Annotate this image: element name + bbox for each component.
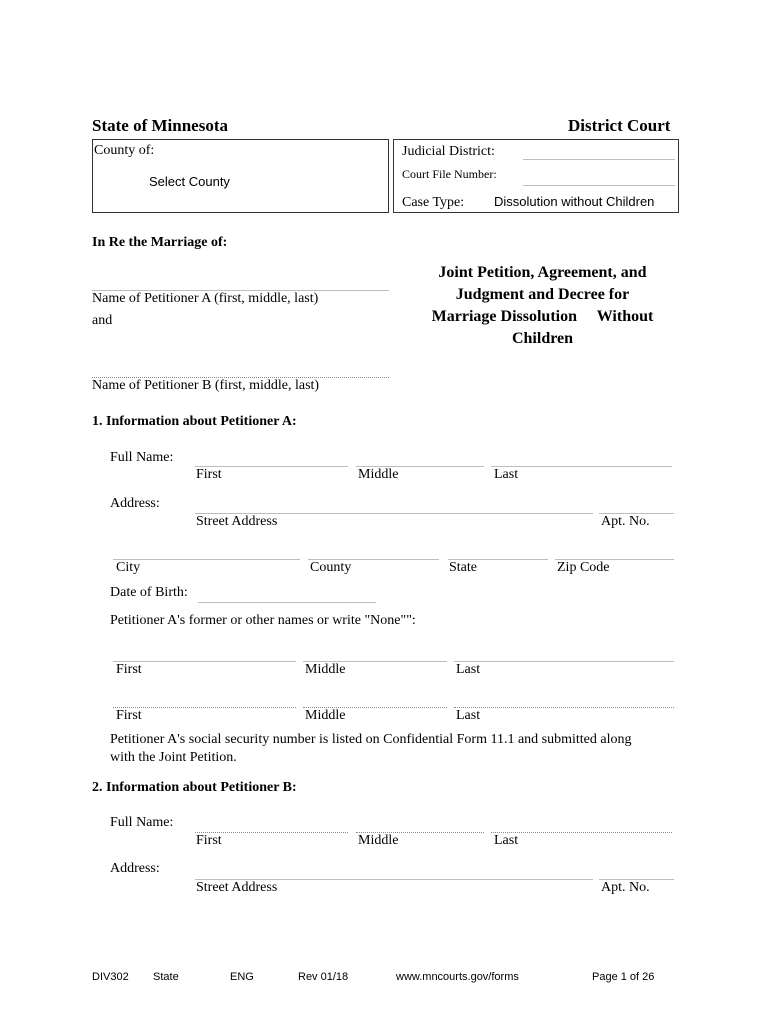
a-former2-first-label: First (116, 708, 142, 723)
a-city-input[interactable] (113, 542, 300, 558)
a-address-label: Address: (110, 496, 160, 511)
a-first-label: First (196, 467, 222, 482)
b-last-input[interactable] (491, 815, 672, 831)
case-type-label: Case Type: (402, 195, 465, 210)
a-former2-middle-input[interactable] (303, 690, 447, 706)
judicial-district-input[interactable] (523, 143, 675, 159)
b-full-name-label: Full Name: (110, 815, 174, 830)
petitioner-b-name-label: Name of Petitioner B (first, middle, last) (92, 378, 320, 393)
a-street-input[interactable] (195, 496, 593, 512)
a-former1-last-label: Last (456, 662, 481, 677)
footer-page-number: Page 1 of 26 (592, 971, 655, 983)
a-full-name-label: Full Name: (110, 450, 174, 465)
a-county-input[interactable] (308, 542, 439, 558)
section1-heading: 1. Information about Petitioner A: (92, 414, 297, 429)
court-file-line (523, 185, 675, 186)
a-last-input[interactable] (491, 449, 672, 465)
a-former2-last-label: Last (456, 708, 481, 723)
court-heading: District Court (568, 116, 671, 135)
a-street-label: Street Address (196, 514, 278, 529)
a-former1-last-line (454, 661, 674, 662)
footer-form-id: DIV302 (92, 971, 129, 983)
b-middle-input[interactable] (356, 815, 484, 831)
b-last-line (491, 832, 672, 833)
footer-url[interactable]: www.mncourts.gov/forms (396, 971, 519, 983)
a-former1-middle-input[interactable] (303, 644, 447, 660)
b-middle-label: Middle (358, 833, 399, 848)
b-street-input[interactable] (195, 862, 593, 878)
a-former1-middle-label: Middle (305, 662, 346, 677)
b-apt-input[interactable] (599, 862, 674, 878)
title-line-4: Children (511, 330, 574, 347)
county-label: County of: (94, 143, 155, 158)
a-dob-label: Date of Birth: (110, 585, 188, 600)
a-apt-input[interactable] (599, 496, 674, 512)
b-street-label: Street Address (196, 880, 278, 895)
b-address-label: Address: (110, 861, 160, 876)
a-city-label: City (116, 560, 141, 575)
section2-heading: 2. Information about Petitioner B: (92, 780, 297, 795)
a-former1-last-input[interactable] (454, 644, 674, 660)
a-former2-last-input[interactable] (454, 690, 674, 706)
a-middle-input[interactable] (356, 449, 484, 465)
court-file-input[interactable] (523, 168, 675, 184)
state-heading: State of Minnesota (92, 116, 228, 135)
title-line-3: Marriage Dissolution Without (431, 308, 654, 325)
b-last-label: Last (494, 833, 519, 848)
b-first-label: First (196, 833, 222, 848)
a-last-label: Last (494, 467, 519, 482)
and-label: and (92, 313, 113, 328)
petitioner-a-name-input[interactable] (92, 272, 389, 289)
case-type-value[interactable]: Dissolution without Children (494, 194, 655, 209)
footer-state: State (153, 971, 179, 983)
b-apt-label: Apt. No. (601, 880, 650, 895)
county-select[interactable]: Select County (149, 174, 230, 189)
footer-rev: Rev 01/18 (298, 971, 349, 983)
document-title (410, 262, 675, 350)
petitioner-a-name-label: Name of Petitioner A (first, middle, last) (92, 291, 319, 306)
footer-lang: ENG (230, 971, 254, 983)
a-city-line (113, 559, 300, 560)
a-state-input[interactable] (448, 542, 548, 558)
a-former2-last-line (454, 707, 674, 708)
a-zip-label: Zip Code (557, 560, 610, 575)
a-apt-label: Apt. No. (601, 514, 650, 529)
a-dob-line (198, 602, 376, 603)
a-former1-first-input[interactable] (113, 644, 296, 660)
title-line-1: Joint Petition, Agreement, and (438, 264, 647, 281)
a-former1-first-label: First (116, 662, 142, 677)
a-former2-middle-label: Middle (305, 708, 346, 723)
a-middle-label: Middle (358, 467, 399, 482)
a-zip-input[interactable] (555, 542, 674, 558)
a-ssn-text-line2: with the Joint Petition. (110, 750, 237, 765)
a-state-label: State (449, 560, 477, 575)
a-former2-first-input[interactable] (113, 690, 296, 706)
petitioner-b-name-input[interactable] (92, 359, 389, 376)
a-dob-input[interactable] (198, 585, 376, 601)
title-line-2: Judgment and Decree for (455, 286, 630, 303)
judicial-district-line (523, 159, 675, 160)
a-first-input[interactable] (195, 449, 348, 465)
a-ssn-text-line1: Petitioner A's social security number is listed on Confidential Form 11.1 and submitted along (110, 732, 632, 747)
in-re-label: In Re the Marriage of: (92, 235, 228, 250)
b-first-input[interactable] (195, 815, 348, 831)
a-former-names-label: Petitioner A's former or other names or write "None"": (110, 613, 416, 628)
a-county-label: County (310, 560, 352, 575)
judicial-district-label: Judicial District: (402, 144, 495, 159)
a-last-line (491, 466, 672, 467)
court-file-label: Court File Number: (402, 167, 497, 181)
